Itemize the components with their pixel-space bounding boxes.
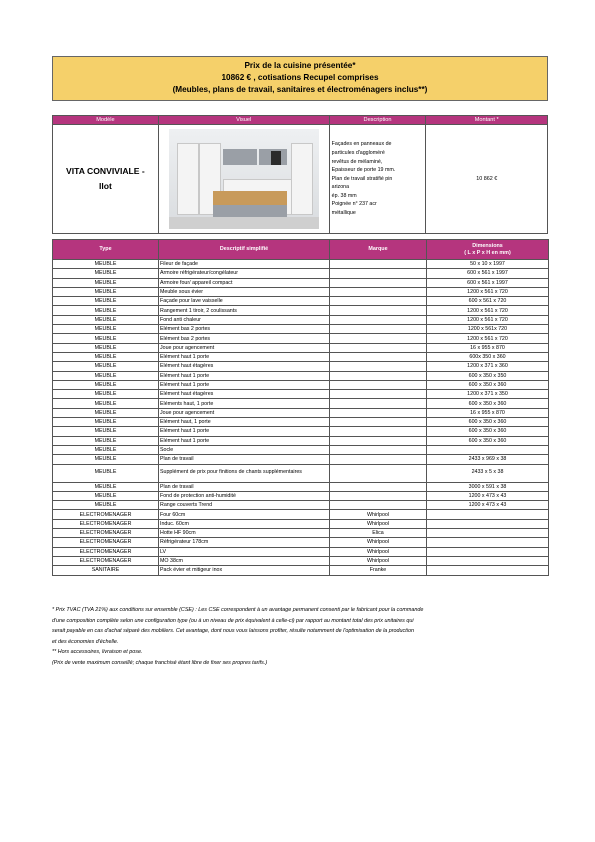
row-brand	[330, 315, 427, 324]
row-dimensions: 3000 x 591 x 38	[427, 482, 549, 491]
footnote-line: serait payable en cas d'achat séparé des mobiliers. Cet avantage, dont nous vous laissons profiter, résulte notamment de l'optimisation de la production	[52, 628, 414, 634]
footnote-line: ** Hors accessoires, livraison et pose.	[52, 649, 143, 655]
table-row	[53, 501, 549, 510]
row-brand	[330, 482, 427, 491]
model-name	[53, 125, 159, 234]
row-dimensions: 50 x 10 x 1997	[427, 260, 549, 269]
table-row	[53, 334, 549, 343]
row-description: Elément haut 1 porte	[159, 436, 330, 445]
row-dimensions	[427, 547, 549, 556]
row-dimensions: 600 x 350 x 360	[427, 427, 549, 436]
row-description: Plan de travail	[159, 482, 330, 491]
row-type: MEUBLE	[53, 306, 159, 315]
row-brand	[330, 287, 427, 296]
row-description: Supplément de prix pour finitions de chants supplémentaires	[159, 464, 330, 482]
col-header-model: Modèle	[53, 116, 159, 125]
dim-header-line1: Dimensions	[472, 242, 503, 249]
row-dimensions: 600 x 350 x 360	[427, 380, 549, 389]
dim-header-line2: ( L x P x H en mm)	[464, 249, 511, 256]
row-brand: Whirlpool	[330, 538, 427, 547]
row-dimensions: 2433 x 969 x 38	[427, 455, 549, 464]
table-row	[53, 297, 549, 306]
model-table-header	[53, 116, 548, 125]
table-row	[53, 556, 549, 565]
row-description: Elément bas 2 portes	[159, 325, 330, 334]
row-brand	[330, 325, 427, 334]
col-header-amount: Montant *	[426, 116, 548, 125]
table-row	[53, 538, 549, 547]
row-type: ELECTROMENAGER	[53, 510, 159, 519]
desc-line: arizona	[331, 184, 350, 191]
col-header-type: Type	[53, 240, 159, 260]
price-title: Prix de la cuisine présentée*	[244, 61, 356, 70]
row-description: Elément haut 1 porte	[159, 371, 330, 380]
model-row	[53, 125, 548, 234]
row-type: ELECTROMENAGER	[53, 556, 159, 565]
row-type: MEUBLE	[53, 343, 159, 352]
row-dimensions: 1200 x 561x 720	[427, 325, 549, 334]
row-dimensions	[427, 529, 549, 538]
items-body	[53, 260, 549, 576]
col-header-desc: Descriptif simplifié	[159, 240, 330, 260]
row-description: Plan de travail	[159, 455, 330, 464]
model-name-line2: Ilot	[98, 181, 112, 191]
table-row	[53, 287, 549, 296]
row-dimensions: 1200 x 561 x 720	[427, 315, 549, 324]
col-header-dimensions	[427, 240, 549, 260]
price-includes-line: (Meubles, plans de travail, sanitaires et électroménagers inclus**)	[172, 85, 428, 94]
row-type: MEUBLE	[53, 482, 159, 491]
price-header	[52, 56, 548, 101]
model-visual-cell	[158, 125, 329, 234]
row-type: MEUBLE	[53, 464, 159, 482]
row-type: MEUBLE	[53, 260, 159, 269]
row-brand	[330, 278, 427, 287]
row-brand	[330, 352, 427, 361]
desc-line: ép. 38 mm	[331, 192, 357, 199]
row-brand	[330, 269, 427, 278]
table-row	[53, 445, 549, 454]
row-dimensions: 600 x 561 x 1997	[427, 278, 549, 287]
row-description: Elément haut, 1 porte	[159, 418, 330, 427]
kitchen-image	[169, 129, 319, 229]
row-dimensions: 1200 x 561 x 720	[427, 334, 549, 343]
row-dimensions: 1200 x 371 x 360	[427, 362, 549, 371]
row-brand	[330, 445, 427, 454]
desc-line: Plan de travail stratifié pin	[331, 175, 393, 182]
row-description: Hotte HF 90cm	[159, 529, 330, 538]
row-brand: Elica	[330, 529, 427, 538]
row-description: Armoire four/ appareil compact	[159, 278, 330, 287]
row-type: ELECTROMENAGER	[53, 519, 159, 528]
row-brand: Franke	[330, 566, 427, 575]
row-brand	[330, 380, 427, 389]
row-brand	[330, 464, 427, 482]
table-row	[53, 362, 549, 371]
row-brand	[330, 260, 427, 269]
row-description: Pack évier et mitigeur inox	[159, 566, 330, 575]
row-brand	[330, 334, 427, 343]
model-description	[329, 125, 426, 234]
model-name-line1: VITA CONVIVIALE -	[65, 166, 145, 176]
table-row	[53, 371, 549, 380]
row-type: MEUBLE	[53, 334, 159, 343]
row-brand	[330, 455, 427, 464]
row-dimensions	[427, 556, 549, 565]
table-row	[53, 455, 549, 464]
row-dimensions: 2433 x 5 x 38	[427, 464, 549, 482]
row-dimensions: 600 x 350 x 360	[427, 418, 549, 427]
row-brand	[330, 501, 427, 510]
col-header-description: Description	[329, 116, 426, 125]
row-dimensions: 600x 350 x 360	[427, 352, 549, 361]
footnote-line: * Prix TVAC (TVA 21%) aux conditions sur ensemble (CSE) : Les CSE correspondent à un avantage permanent consenti par le fabricant pour la commande	[52, 607, 424, 613]
table-row	[53, 482, 549, 491]
row-dimensions	[427, 510, 549, 519]
model-amount: 10 862 €	[426, 125, 548, 234]
row-brand: Whirlpool	[330, 547, 427, 556]
table-row	[53, 418, 549, 427]
desc-line: Epaisseur de porte 19 mm.	[331, 167, 396, 174]
footnote-line: d'une composition complète selon une configuration type (ou à un niveau de prix équivalent à celle-ci) par rapport au montant total des prix unitaires qui	[52, 617, 414, 624]
row-type: MEUBLE	[53, 418, 159, 427]
desc-line: Façades en panneaux de	[331, 141, 392, 148]
row-brand	[330, 297, 427, 306]
row-type: MEUBLE	[53, 371, 159, 380]
row-type: ELECTROMENAGER	[53, 529, 159, 538]
table-row	[53, 352, 549, 361]
row-description: Armoire réfrigérateur/congélateur	[159, 269, 330, 278]
footnotes	[52, 605, 548, 668]
row-brand: Whirlpool	[330, 510, 427, 519]
row-description: Elément bas 2 portes	[159, 334, 330, 343]
row-description: Elément haut étagères	[159, 362, 330, 371]
desc-line: métallique	[331, 210, 356, 217]
row-type: ELECTROMENAGER	[53, 538, 159, 547]
row-dimensions: 1200 x 561 x 720	[427, 287, 549, 296]
footnote-line: (Prix de vente maximum conseillé; chaque franchisé étant libre de fixer ses propres tarifs.)	[52, 659, 268, 666]
row-description: Range couverts Trend	[159, 501, 330, 510]
table-row	[53, 408, 549, 417]
table-row	[53, 464, 549, 482]
row-brand	[330, 306, 427, 315]
row-dimensions: 1200 x 473 x 43	[427, 501, 549, 510]
row-dimensions: 16 x 955 x 870	[427, 343, 549, 352]
row-dimensions: 600 x 350 x 360	[427, 436, 549, 445]
table-row	[53, 566, 549, 575]
row-type: MEUBLE	[53, 427, 159, 436]
col-header-brand: Marque	[330, 240, 427, 260]
items-table-header	[53, 240, 549, 260]
table-row	[53, 510, 549, 519]
row-type: MEUBLE	[53, 352, 159, 361]
row-dimensions	[427, 538, 549, 547]
table-row	[53, 260, 549, 269]
row-dimensions: 600 x 561 x 1997	[427, 269, 549, 278]
row-brand: Whirlpool	[330, 556, 427, 565]
row-description: Rangement 1 tiroir, 2 coulissants	[159, 306, 330, 315]
desc-line: Poignée n° 237 acr	[331, 201, 377, 208]
table-row	[53, 380, 549, 389]
row-type: MEUBLE	[53, 380, 159, 389]
row-brand	[330, 408, 427, 417]
table-row	[53, 427, 549, 436]
row-type: MEUBLE	[53, 491, 159, 500]
row-type: MEUBLE	[53, 501, 159, 510]
table-row	[53, 325, 549, 334]
row-description: Joue pour agencement	[159, 408, 330, 417]
row-description: Elément haut étagères	[159, 390, 330, 399]
table-row	[53, 547, 549, 556]
row-type: ELECTROMENAGER	[53, 547, 159, 556]
row-dimensions: 1200 x 371 x 350	[427, 390, 549, 399]
items-table	[52, 239, 549, 576]
row-brand	[330, 343, 427, 352]
col-header-visual: Visuel	[158, 116, 329, 125]
row-dimensions	[427, 566, 549, 575]
table-row	[53, 399, 549, 408]
table-row	[53, 343, 549, 352]
row-brand	[330, 427, 427, 436]
table-row	[53, 278, 549, 287]
row-brand	[330, 491, 427, 500]
row-type: MEUBLE	[53, 269, 159, 278]
row-description: Elément haut 1 porte	[159, 380, 330, 389]
row-type: MEUBLE	[53, 436, 159, 445]
row-type: MEUBLE	[53, 287, 159, 296]
row-type: MEUBLE	[53, 399, 159, 408]
model-table	[52, 115, 548, 234]
row-type: MEUBLE	[53, 445, 159, 454]
row-type: MEUBLE	[53, 362, 159, 371]
row-description: Fond de protection anti-humidité	[159, 491, 330, 500]
table-row	[53, 315, 549, 324]
table-row	[53, 436, 549, 445]
row-dimensions: 600 x 350 x 360	[427, 399, 549, 408]
row-dimensions: 600 x 561 x 720	[427, 297, 549, 306]
row-dimensions: 1200 x 561 x 720	[427, 306, 549, 315]
table-row	[53, 269, 549, 278]
row-brand: Whirlpool	[330, 519, 427, 528]
row-description: MO 38cm	[159, 556, 330, 565]
row-dimensions: 1200 x 473 x 43	[427, 491, 549, 500]
row-description: Eléments haut, 1 porte	[159, 399, 330, 408]
row-description: Elément haut 1 porte	[159, 352, 330, 361]
row-dimensions: 16 x 955 x 870	[427, 408, 549, 417]
row-type: MEUBLE	[53, 390, 159, 399]
row-type: MEUBLE	[53, 278, 159, 287]
row-description: LV	[159, 547, 330, 556]
row-description: Elément haut 1 porte	[159, 427, 330, 436]
table-row	[53, 390, 549, 399]
row-description: Fileur de façade	[159, 260, 330, 269]
table-row	[53, 529, 549, 538]
price-amount-line: 10862 € , cotisations Recupel comprises	[221, 73, 379, 82]
row-brand	[330, 362, 427, 371]
desc-line: revêtus de mélaminé,	[331, 158, 383, 165]
row-brand	[330, 399, 427, 408]
row-type: MEUBLE	[53, 315, 159, 324]
row-description: Façade pour lave vaisselle	[159, 297, 330, 306]
row-type: MEUBLE	[53, 325, 159, 334]
table-row	[53, 491, 549, 500]
table-row	[53, 306, 549, 315]
row-brand	[330, 436, 427, 445]
row-type: MEUBLE	[53, 408, 159, 417]
row-brand	[330, 371, 427, 380]
row-description: Joue pour agencement	[159, 343, 330, 352]
row-type: SANITAIRE	[53, 566, 159, 575]
row-dimensions	[427, 445, 549, 454]
row-description: Réfrigérateur 178cm	[159, 538, 330, 547]
footnote-line: et des économies d'échelle.	[52, 638, 119, 645]
row-description: Induc. 60cm	[159, 519, 330, 528]
row-description: Four 60cm	[159, 510, 330, 519]
row-description: Socle	[159, 445, 330, 454]
row-brand	[330, 418, 427, 427]
row-brand	[330, 390, 427, 399]
desc-line: particules d'aggloméré	[331, 149, 385, 156]
row-dimensions	[427, 519, 549, 528]
row-dimensions: 600 x 350 x 350	[427, 371, 549, 380]
row-type: MEUBLE	[53, 455, 159, 464]
table-row	[53, 519, 549, 528]
row-type: MEUBLE	[53, 297, 159, 306]
row-description: Meuble sous évier	[159, 287, 330, 296]
row-description: Fond anti chaleur	[159, 315, 330, 324]
